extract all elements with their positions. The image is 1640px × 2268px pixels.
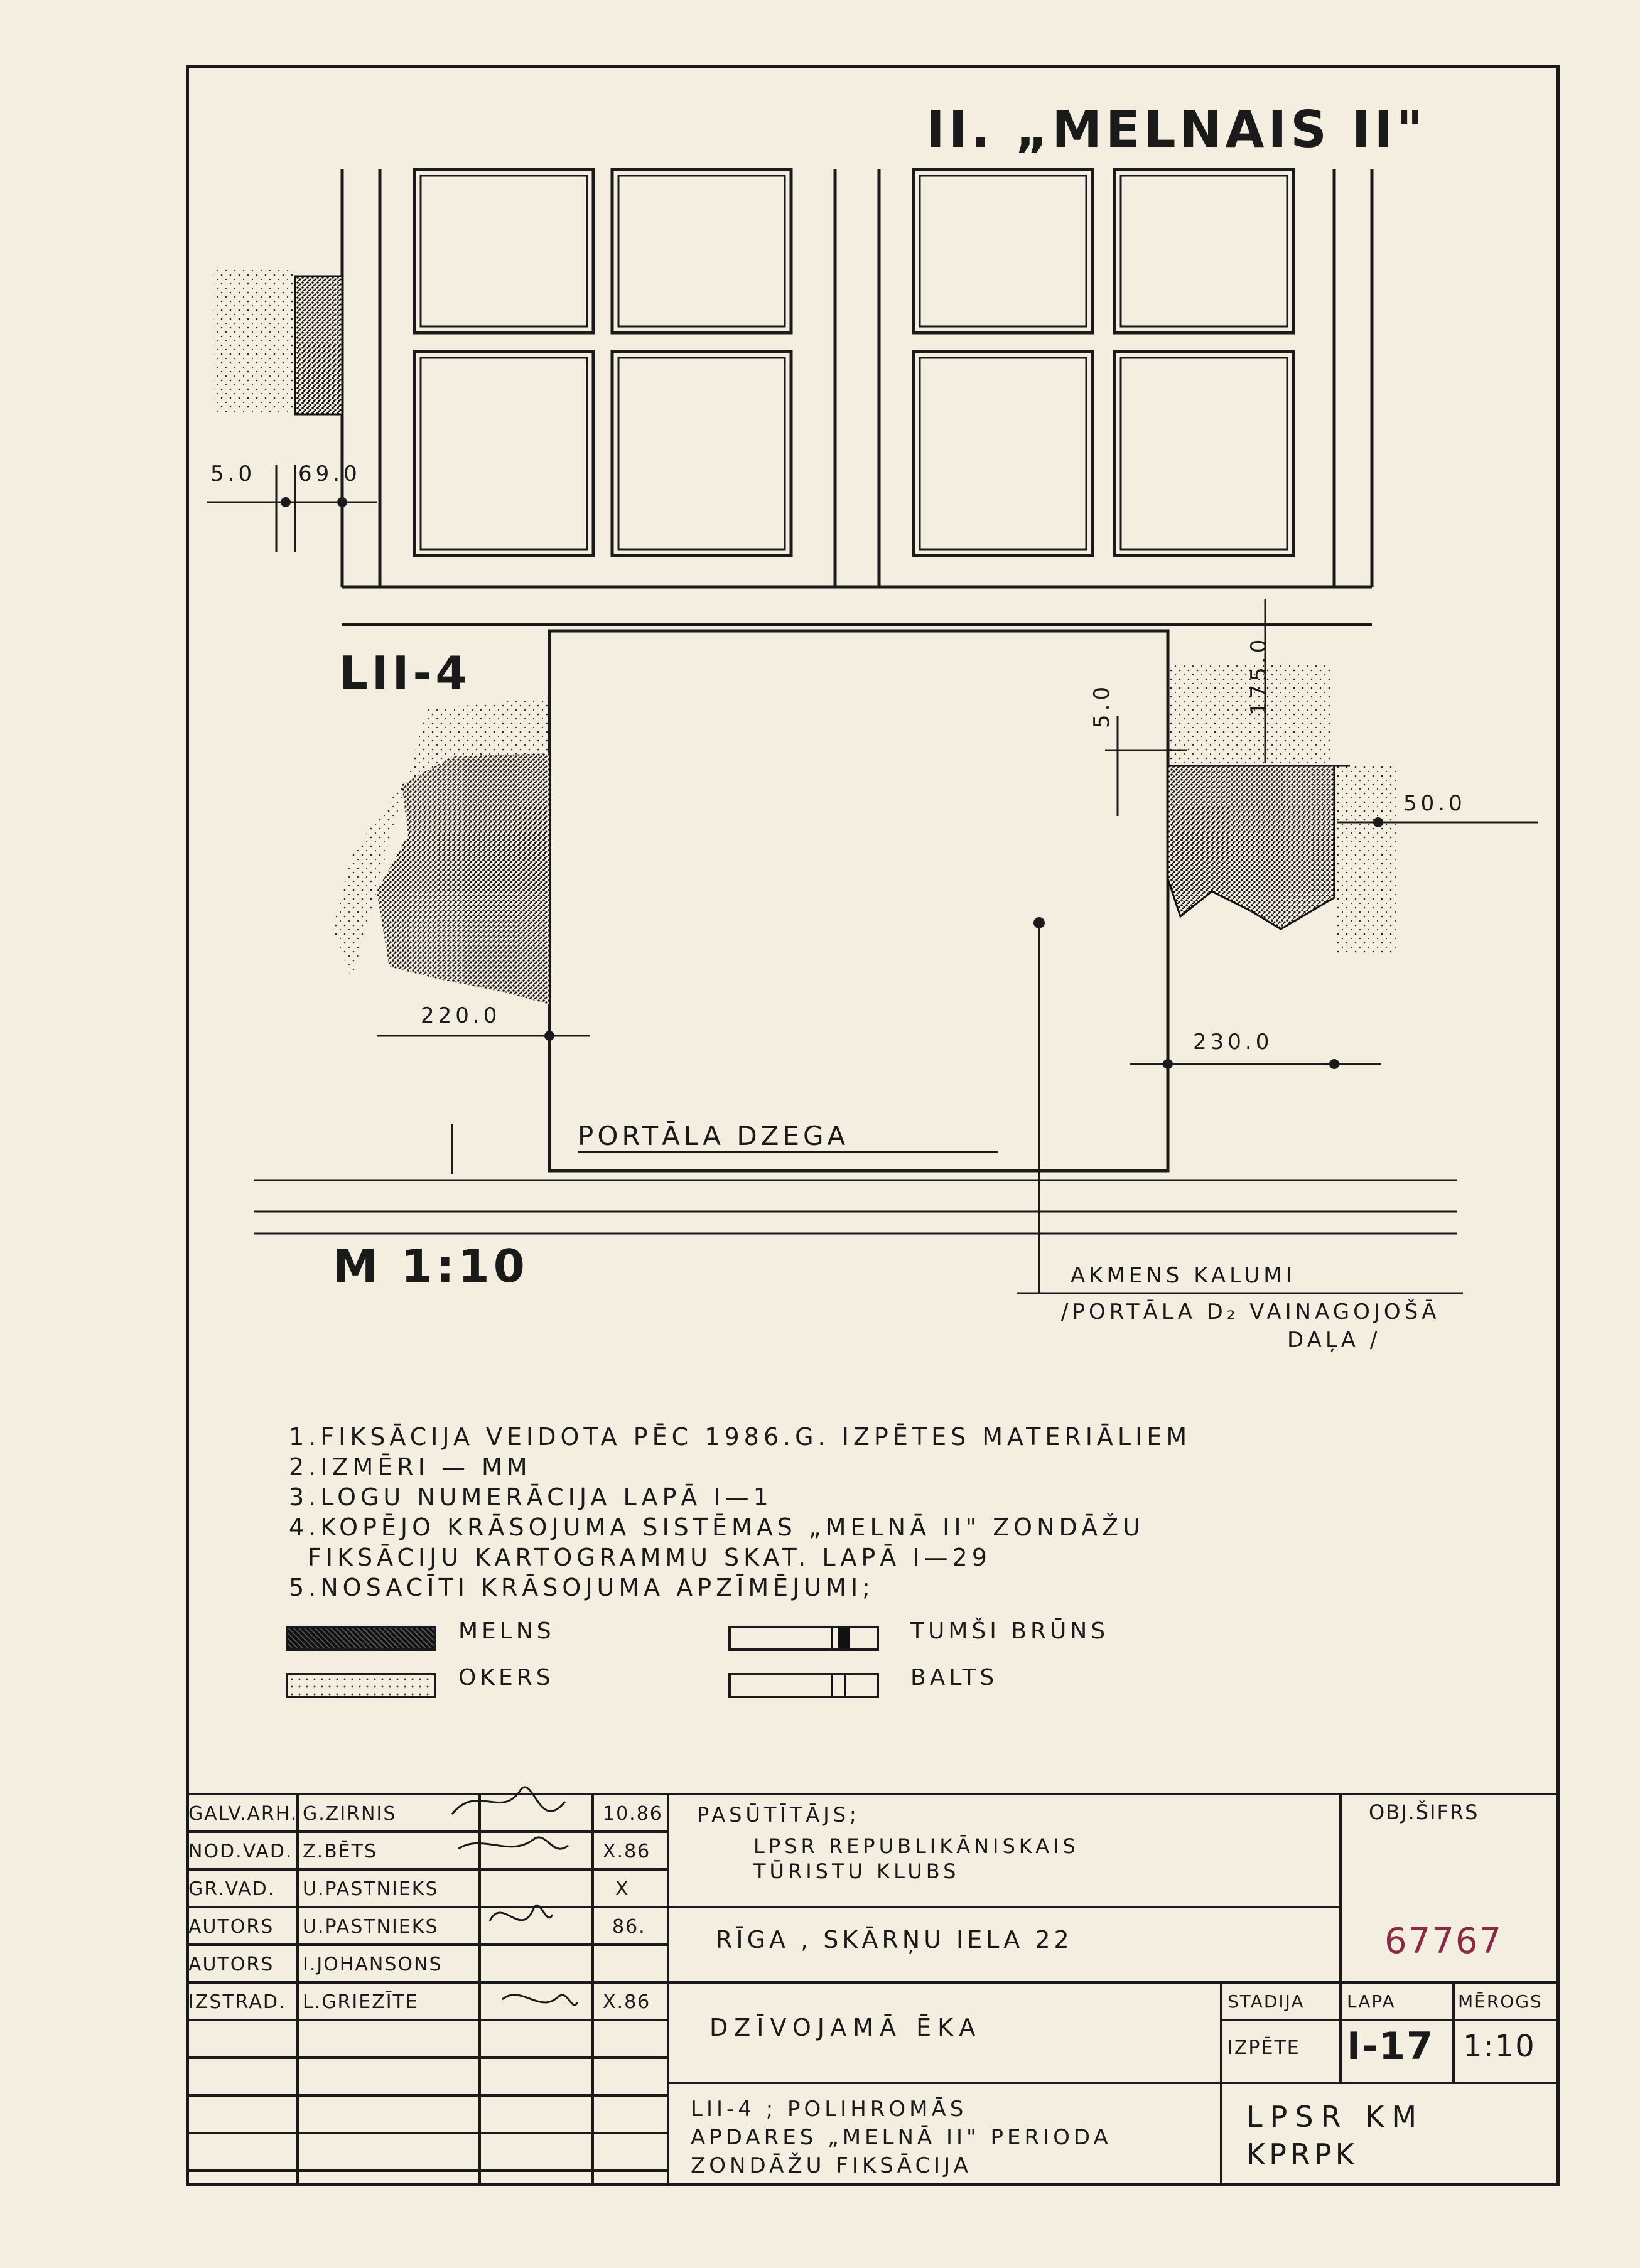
tb-desc-line2: APDARES „MELNĀ II" PERIODA [691,2125,1112,2150]
dim-5-right: 5.0 [1089,682,1114,728]
stone-label-line2: /PORTĀLA D₂ VAINAGOJOŠĀ [1061,1299,1440,1325]
tb-obj-code: 67767 [1384,1921,1503,1962]
drawing-title: II. „MELNAIS II" [926,100,1427,159]
note-4: 4.KOPĒJO KRĀSOJUMA SISTĒMAS „MELNĀ II" ZONDĀŽU [289,1513,1145,1541]
tb-building: DZĪVOJAMĀ ĒKA [709,2014,982,2041]
tb-role-3: GR.VAD. [188,1878,276,1900]
tb-date-6: X.86 [603,1991,651,2013]
tb-role-6: IZSTRAD. [188,1991,286,2013]
tb-date-2: X.86 [603,1841,651,1862]
tb-address: RĪGA , SKĀRŅU IELA 22 [716,1926,1073,1954]
tb-date-1: 10.86 [603,1803,663,1825]
legend-label-black: MELNS [458,1618,555,1644]
dim-5-left: 5.0 [210,461,256,486]
dim-175: 175.0 [1246,635,1271,716]
tb-name-5: I.JOHANSONS [303,1954,443,1975]
stone-label-line1: AKMENS KALUMI [1071,1263,1296,1288]
tb-role-4: AUTORS [188,1916,274,1938]
legend-label-ochre: OKERS [458,1665,554,1690]
tb-scale-label: MĒROGS [1458,1991,1543,2012]
dim-50: 50.0 [1403,791,1466,816]
tb-stage: IZPĒTE [1227,2037,1300,2059]
note-2: 2.IZMĒRI — MM [289,1453,532,1481]
dim-230: 230.0 [1193,1029,1273,1055]
tb-scale: 1:10 [1463,2029,1536,2064]
note-3: 3.LOGU NUMERĀCIJA LAPĀ I—1 [289,1483,773,1511]
tb-date-3: X [615,1878,630,1900]
dim-220: 220.0 [421,1003,501,1028]
stone-label-line3: DAĻA / [1287,1328,1381,1353]
scale-label: M 1:10 [333,1240,529,1293]
tb-name-4: U.PASTNIEKS [303,1916,439,1938]
legend-label-dark-brown: TUMŠI BRŪNS [910,1618,1109,1644]
legend-label-white: BALTS [910,1665,998,1690]
tb-desc-line1: LII-4 ; POLIHROMĀS [691,2097,968,2122]
tb-sheet-label: LAPA [1347,1991,1396,2012]
tb-client-line1: LPSR REPUBLIKĀNISKAIS [753,1834,1079,1858]
tb-client-label: PASŪTĪTĀJS; [697,1803,860,1827]
tb-org-line2: KPRPK [1246,2137,1358,2171]
tb-name-1: G.ZIRNIS [303,1803,397,1825]
note-1: 1.FIKSĀCIJA VEIDOTA PĒC 1986.G. IZPĒTES MATERIĀLIEM [289,1423,1192,1451]
tb-stage-label: STADIJA [1227,1991,1305,2012]
note-4b: FIKSĀCIJU KARTOGRAMMU SKAT. LAPĀ I—29 [308,1544,991,1571]
tb-date-4: 86. [612,1916,646,1938]
tb-role-1: GALV.ARH. [188,1803,298,1825]
tb-org-line1: LPSR KM [1246,2100,1425,2134]
tb-name-3: U.PASTNIEKS [303,1878,439,1900]
dim-69: 69.0 [298,461,361,486]
tb-role-2: NOD.VAD. [188,1841,293,1862]
section-label: LII-4 [339,647,471,699]
tb-desc-line3: ZONDĀŽU FIKSĀCIJA [691,2153,972,2178]
tb-client-line2: TŪRISTU KLUBS [753,1859,960,1883]
tb-sheet: I-17 [1347,2024,1434,2068]
tb-name-6: L.GRIEZĪTE [303,1991,419,2013]
tb-obj-code-label: OBJ.ŠIFRS [1369,1800,1479,1824]
tb-name-2: Z.BĒTS [303,1841,377,1862]
note-5: 5.NOSACĪTI KRĀSOJUMA APZĪMĒJUMI; [289,1574,875,1601]
cornice-label: PORTĀLA DZEGA [578,1121,850,1151]
tb-role-5: AUTORS [188,1954,274,1975]
